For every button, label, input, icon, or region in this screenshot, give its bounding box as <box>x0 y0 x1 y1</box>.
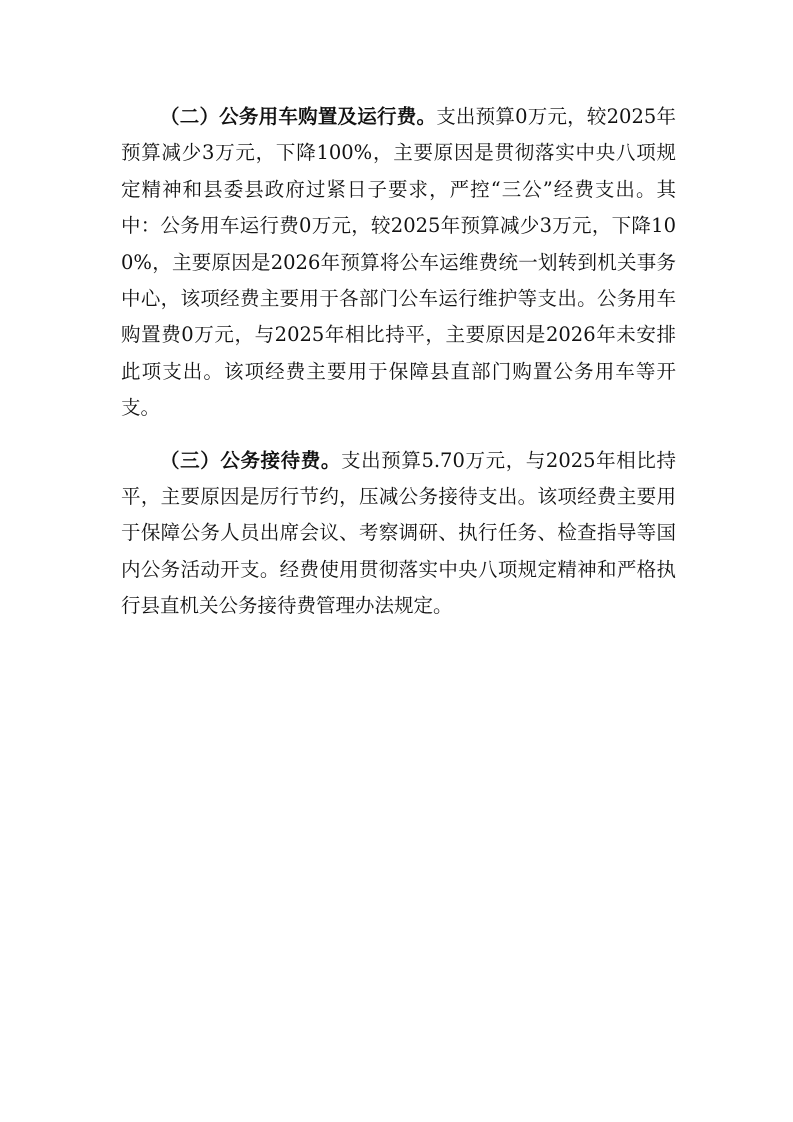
document-body <box>121 99 676 625</box>
section-heading: （三）公务接待费。 <box>160 448 341 472</box>
section-text: 支出预算0万元，较2025年预算减少3万元，下降100%，主要原因是贯彻落实中央八项规定精神和县委县政府过紧日子要求，严控“三公”经费支出。其中：公务用车运行费0万元，较2025年预算减少3万元，下降100%，主要原因是2026年预算将公车运维费统一划转到机关事务中心，该项经费主要用于各部门公车运行维护等支出。公务用车购置费0万元，与2025年相比持平，主要原因是2026年未安排此项支出。该项经费主要用于保障县直部门购置公务用车等开支。 <box>121 105 676 420</box>
section-heading: （二）公务用车购置及运行费。 <box>160 105 437 128</box>
section-vehicle-expenses <box>121 99 676 427</box>
section-text: 支出预算5.70万元，与2025年相比持平，主要原因是厉行节约，压减公务接待支出。该项经费主要用于保障公务人员出席会议、考察调研、执行任务、检查指导等国内公务活动开支。经费使用贯彻落实中央八项规定精神和严格执行县直机关公务接待费管理办法规定。 <box>121 448 676 618</box>
section-reception-expenses <box>121 443 676 625</box>
